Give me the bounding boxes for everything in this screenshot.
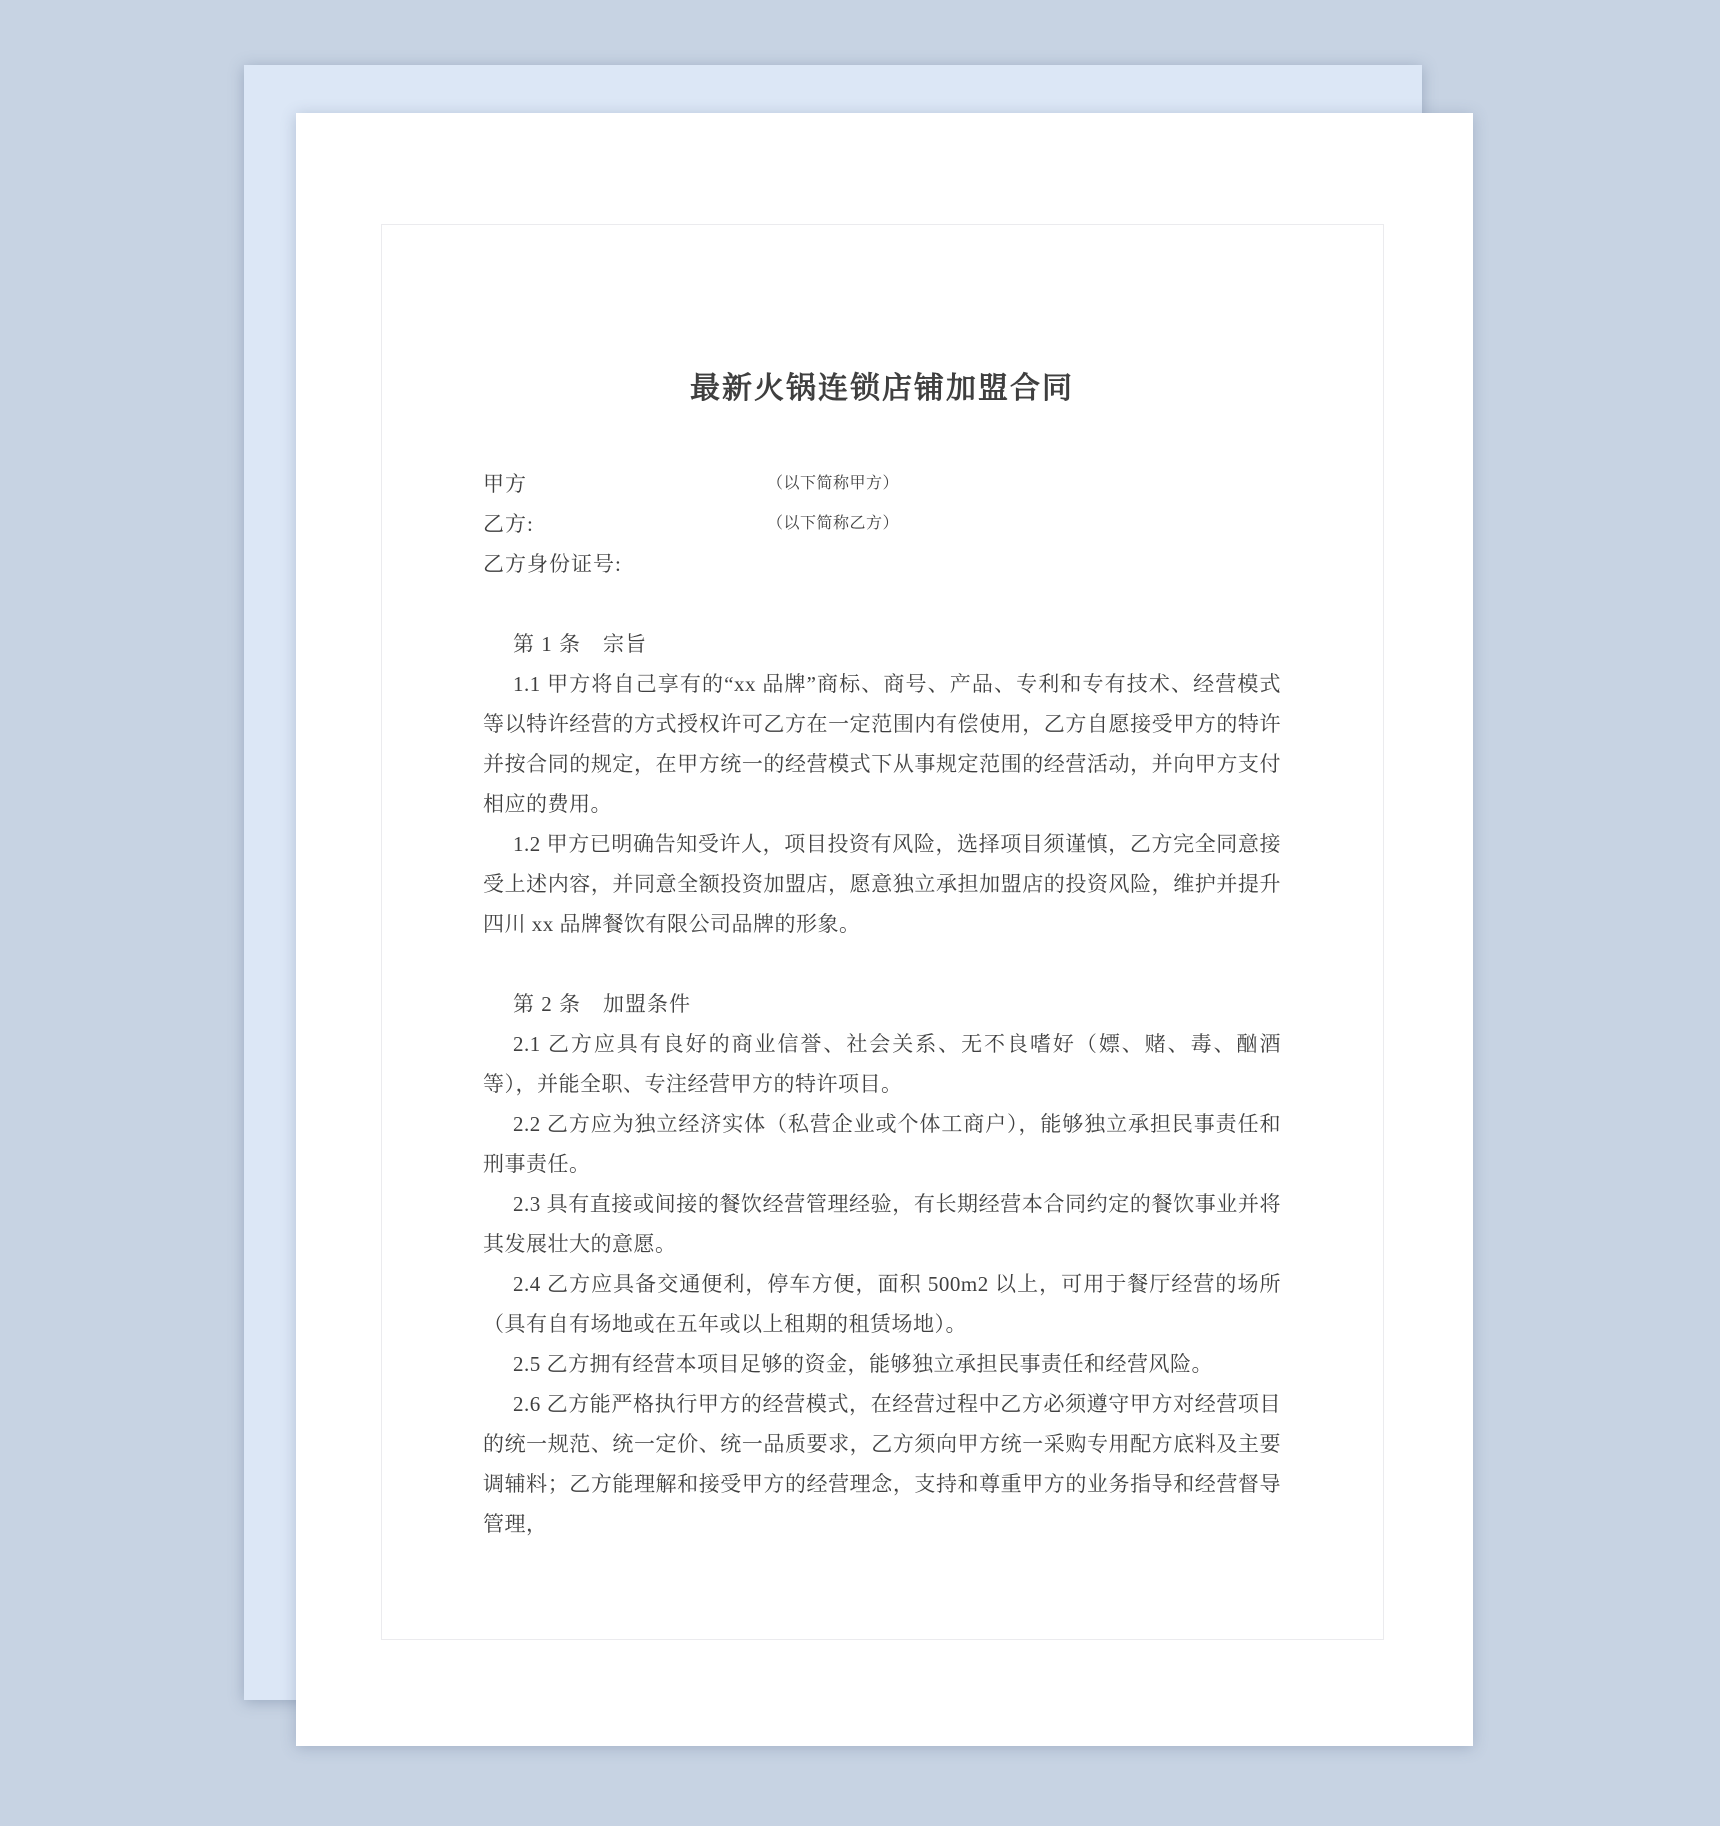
party-jiafang-note: （以下简称甲方） bbox=[767, 475, 900, 492]
clause-2-4: 2.4 乙方应具备交通便利，停车方便，面积 500m2 以上，可用于餐厅经营的场所（具有自有场地或在五年或以上租期的租赁场地）。 bbox=[483, 1272, 1281, 1336]
party-line-yifang bbox=[483, 504, 1281, 544]
contract-content bbox=[483, 113, 1281, 1544]
clause-2-3: 2.3 具有直接或间接的餐饮经营管理经验，有长期经营本合同约定的餐饮事业并将其发展壮大的意愿。 bbox=[483, 1192, 1281, 1256]
contract-page bbox=[296, 113, 1473, 1746]
section-1-heading: 第 1 条 宗旨 bbox=[513, 632, 647, 656]
party-jiafang-label: 甲方 bbox=[483, 472, 527, 496]
clause-2-2: 2.2 乙方应为独立经济实体（私营企业或个体工商户），能够独立承担民事责任和刑事责任。 bbox=[483, 1112, 1281, 1176]
party-yifang-label: 乙方: bbox=[483, 512, 534, 536]
clause-2-5: 2.5 乙方拥有经营本项目足够的资金，能够独立承担民事责任和经营风险。 bbox=[513, 1352, 1213, 1376]
party-line-jiafang bbox=[483, 464, 1281, 504]
section-2-franchise-conditions bbox=[483, 984, 1281, 1544]
party-yifang-note: （以下简称乙方） bbox=[767, 515, 900, 532]
contract-title: 最新火锅连锁店铺加盟合同 bbox=[690, 372, 1074, 405]
section-2-heading: 第 2 条 加盟条件 bbox=[513, 992, 691, 1016]
party-yifang-id-label: 乙方身份证号: bbox=[483, 552, 622, 576]
clause-1-1: 1.1 甲方将自己享有的“xx 品牌”商标、商号、产品、专利和专有技术、经营模式等以特许经营的方式授权许可乙方在一定范围内有偿使用，乙方自愿接受甲方的特许并按合同的规定，在甲方统一的经营模式下从事规定范围的经营活动，并向甲方支付相应的费用。 bbox=[483, 672, 1281, 816]
section-1-purpose bbox=[483, 624, 1281, 944]
party-line-yifang-id bbox=[483, 544, 1281, 584]
clause-1-2: 1.2 甲方已明确告知受许人，项目投资有风险，选择项目须谨慎，乙方完全同意接受上述内容，并同意全额投资加盟店，愿意独立承担加盟店的投资风险，维护并提升四川 xx 品牌餐饮有限公司品牌的形象。 bbox=[483, 832, 1281, 936]
party-block bbox=[483, 464, 1281, 584]
clause-2-1: 2.1 乙方应具有良好的商业信誉、社会关系、无不良嗜好（嫖、赌、毒、酗酒等），并能全职、专注经营甲方的特许项目。 bbox=[483, 1032, 1281, 1096]
clause-2-6: 2.6 乙方能严格执行甲方的经营模式，在经营过程中乙方必须遵守甲方对经营项目的统一规范、统一定价、统一品质要求，乙方须向甲方统一采购专用配方底料及主要调辅料；乙方能理解和接受甲方的经营理念，支持和尊重甲方的业务指导和经营督导管理， bbox=[483, 1392, 1281, 1536]
